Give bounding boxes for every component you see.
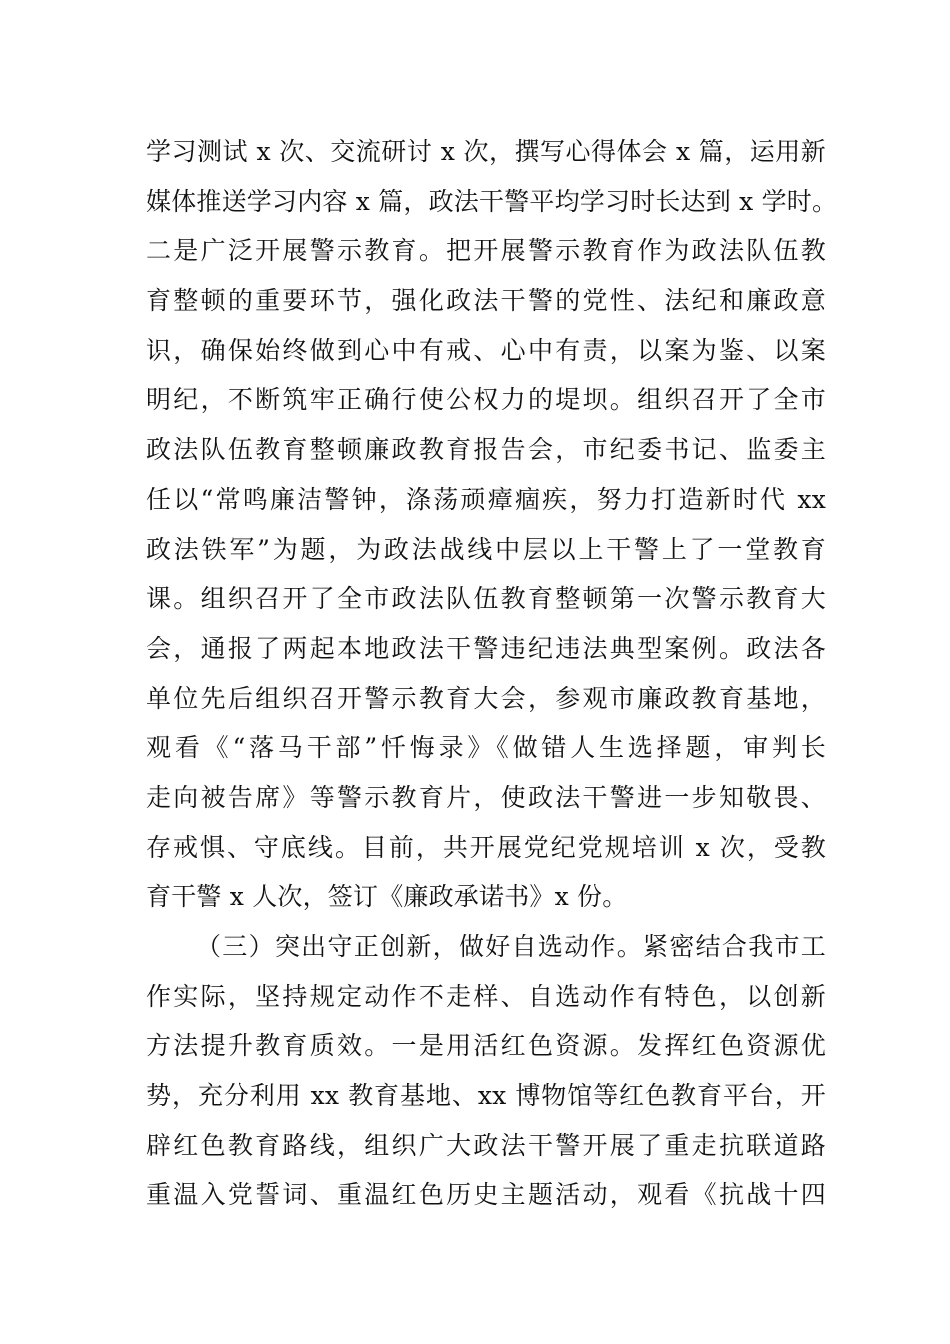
text-line: 方法提升教育质效。一是用活红色资源。发挥红色资源优 (146, 1031, 826, 1061)
text-line: 政法铁军”为题，为政法战线中层以上干警上了一堂教育 (146, 534, 826, 564)
text-line: 单位先后组织召开警示教育大会，参观市廉政教育基地， (146, 683, 826, 713)
text-line: 明纪，不断筑牢正确行使公权力的堤坝。组织召开了全市 (146, 385, 826, 415)
text-line: 重温入党誓词、重温红色历史主题活动，观看《抗战十四 (146, 1180, 826, 1210)
text-line: 学习测试 x 次、交流研讨 x 次，撰写心得体会 x 篇，运用新 (146, 137, 826, 166)
text-line: 作实际，坚持规定动作不走样、自选动作有特色，以创新 (146, 981, 826, 1011)
text-line: 走向被告席》等警示教育片，使政法干警进一步知敬畏、 (146, 782, 826, 812)
text-line: 媒体推送学习内容 x 篇，政法干警平均学习时长达到 x 学时。 (146, 186, 838, 216)
text-line: 观看《“落马干部”忏悔录》《做错人生选择题，审判长 (146, 733, 826, 763)
section-heading-line: （三）突出守正创新，做好自选动作。紧密结合我市工 (196, 932, 826, 961)
text-line: 政法队伍教育整顿廉政教育报告会，市纪委书记、监委主 (146, 435, 826, 465)
text-line: 辟红色教育路线，组织广大政法干警开展了重走抗联道路 (146, 1130, 826, 1160)
text-line: 势，充分利用 xx 教育基地、xx 博物馆等红色教育平台，开 (146, 1081, 826, 1111)
text-line: 识，确保始终做到心中有戒、心中有责，以案为鉴、以案 (146, 335, 826, 365)
text-line: 课。组织召开了全市政法队伍教育整顿第一次警示教育大 (146, 584, 826, 614)
text-line: 二是广泛开展警示教育。把开展警示教育作为政法队伍教 (146, 236, 826, 266)
text-line: 会，通报了两起本地政法干警违纪违法典型案例。政法各 (146, 633, 826, 663)
paragraph-end-line: 育干警 x 人次，签订《廉政承诺书》x 份。 (146, 882, 628, 912)
text-line: 育整顿的重要环节，强化政法干警的党性、法纪和廉政意 (146, 286, 826, 316)
text-line: 任以“常鸣廉洁警钟，涤荡顽瘴痼疾，努力打造新时代 xx (146, 484, 826, 514)
body-text (146, 127, 838, 1220)
text-line: 存戒惧、守底线。目前，共开展党纪党规培训 x 次，受教 (146, 832, 826, 862)
